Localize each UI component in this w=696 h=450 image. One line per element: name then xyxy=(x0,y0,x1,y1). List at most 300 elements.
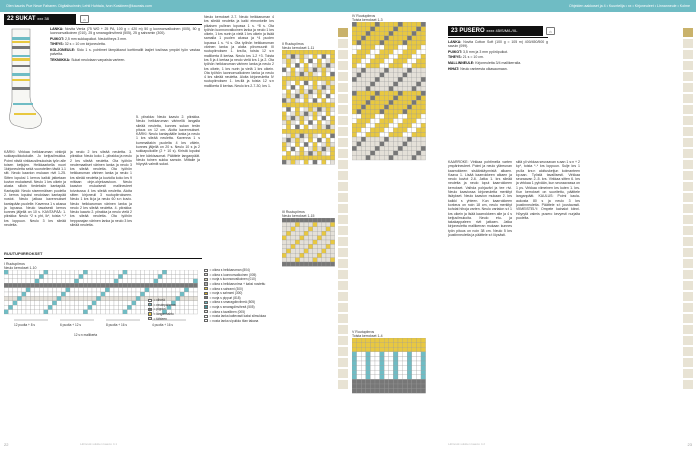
chart-cell xyxy=(127,283,131,287)
chart-cell xyxy=(403,31,408,36)
chart-cell xyxy=(52,301,56,305)
side-tab[interactable] xyxy=(683,325,693,334)
chart-cell xyxy=(361,375,366,380)
chart-cell xyxy=(407,63,412,68)
side-tab[interactable] xyxy=(338,193,348,202)
side-tab[interactable] xyxy=(338,83,348,92)
chart-cell xyxy=(282,59,286,63)
chart-cell xyxy=(140,310,144,314)
chart-cell xyxy=(370,36,375,41)
chart-cell xyxy=(70,288,74,292)
chart-cell xyxy=(361,73,366,78)
side-tab[interactable] xyxy=(683,193,693,202)
chart-cell xyxy=(35,301,39,305)
chart-cell xyxy=(300,81,304,85)
chart-cell xyxy=(366,137,371,142)
chart-cell xyxy=(361,366,366,371)
chart-cell xyxy=(136,301,140,305)
chart-cell xyxy=(421,114,426,119)
rspec-0 xyxy=(448,40,548,49)
chart-cell xyxy=(330,138,334,142)
camera-icon[interactable]: ⌂ xyxy=(80,15,89,23)
side-tab[interactable] xyxy=(683,259,693,268)
side-tab[interactable] xyxy=(683,28,693,37)
chart-cell xyxy=(291,85,295,89)
chart-cell xyxy=(416,77,421,82)
side-tab[interactable] xyxy=(683,347,693,356)
chart-cell xyxy=(416,384,421,389)
side-tab[interactable] xyxy=(683,215,693,224)
chart-cell xyxy=(193,279,197,283)
side-tab[interactable] xyxy=(338,204,348,213)
side-tab[interactable] xyxy=(683,226,693,235)
side-tab[interactable] xyxy=(683,160,693,169)
chart-cell xyxy=(407,338,412,343)
chart-cell xyxy=(330,147,334,151)
chart-cell xyxy=(189,288,193,292)
chart-cell xyxy=(407,114,412,119)
chart-cell xyxy=(123,274,127,278)
side-tab[interactable] xyxy=(338,336,348,345)
side-tab[interactable] xyxy=(338,105,348,114)
chart-cell xyxy=(291,81,295,85)
chart-cell xyxy=(291,240,295,244)
chart-cell xyxy=(416,100,421,105)
chart-cell xyxy=(403,86,408,91)
chart-cell xyxy=(330,59,334,63)
chart-cell xyxy=(361,155,366,160)
chart-cell xyxy=(304,249,308,253)
chart-cell xyxy=(83,270,87,274)
chart-cell xyxy=(162,292,166,296)
chart-cell xyxy=(393,361,398,366)
chart-cell xyxy=(57,301,61,305)
chart-cell xyxy=(393,370,398,375)
chart-3-title: III Ruutupiirros xyxy=(282,210,305,214)
chart-cell xyxy=(421,40,426,45)
chart-cell xyxy=(308,218,312,222)
chart-cell xyxy=(330,98,334,102)
side-tab[interactable] xyxy=(338,94,348,103)
chart-cell xyxy=(101,301,105,305)
side-tab[interactable] xyxy=(683,138,693,147)
side-tab[interactable] xyxy=(683,149,693,158)
chart-cell xyxy=(304,76,308,80)
chart-cell xyxy=(412,50,417,55)
chart-cell xyxy=(35,288,39,292)
chart-cell xyxy=(308,63,312,67)
spec-0 xyxy=(50,27,200,36)
chart-cell xyxy=(403,54,408,59)
side-tab[interactable] xyxy=(338,72,348,81)
chart-cell xyxy=(313,227,317,231)
side-tab[interactable] xyxy=(683,116,693,125)
chart-cell xyxy=(389,379,394,384)
side-tab[interactable] xyxy=(683,94,693,103)
chart-cell xyxy=(35,274,39,278)
chart-cell xyxy=(66,310,70,314)
chart-cell xyxy=(407,142,412,147)
chart-cell xyxy=(291,142,295,146)
rspec-3-value: Kirjoneuletta 3/4 mallikerralla. xyxy=(475,61,522,66)
chart-cell xyxy=(389,151,394,156)
chart-cell xyxy=(30,305,34,309)
chart-cell xyxy=(403,100,408,105)
side-tab[interactable] xyxy=(338,270,348,279)
chart-cell xyxy=(326,231,330,235)
chart-cell xyxy=(286,125,290,129)
chart-cell xyxy=(380,119,385,124)
chart-cell xyxy=(308,227,312,231)
chart-cell xyxy=(313,222,317,226)
chart-cell xyxy=(145,288,149,292)
side-tab[interactable] xyxy=(683,72,693,81)
chart-cell xyxy=(74,283,78,287)
chart-cell xyxy=(308,151,312,155)
chart-cell xyxy=(180,270,184,274)
chart-cell xyxy=(330,253,334,257)
chart-cell xyxy=(407,384,412,389)
chart-cell xyxy=(393,343,398,348)
chart-cell xyxy=(412,119,417,124)
chart-cell xyxy=(96,288,100,292)
chart-cell xyxy=(61,310,65,314)
side-tab[interactable] xyxy=(683,61,693,70)
chart-cell xyxy=(308,249,312,253)
chart-cell xyxy=(361,96,366,101)
chart-cell xyxy=(291,90,295,94)
chart-cell xyxy=(366,31,371,36)
chart-cell xyxy=(407,96,412,101)
side-tab[interactable] xyxy=(338,39,348,48)
sock-illustration xyxy=(4,27,46,132)
side-tab[interactable] xyxy=(338,61,348,70)
chart-cell xyxy=(380,63,385,68)
side-tab[interactable] xyxy=(683,303,693,312)
chart-cell xyxy=(403,361,408,366)
side-tab[interactable] xyxy=(338,303,348,312)
chart-cell xyxy=(308,107,312,111)
chart-cell xyxy=(389,366,394,371)
chart-cell xyxy=(189,274,193,278)
chart-cell xyxy=(313,262,317,266)
side-tab[interactable] xyxy=(338,347,348,356)
chart-cell xyxy=(282,147,286,151)
chart-cell xyxy=(361,338,366,343)
chart-cell xyxy=(403,73,408,78)
chart-cell xyxy=(375,105,380,110)
chart-cell xyxy=(393,151,398,156)
side-tab[interactable] xyxy=(683,369,693,378)
chart-cell xyxy=(39,279,43,283)
chart-cell xyxy=(176,270,180,274)
side-tab[interactable] xyxy=(338,237,348,246)
chart-cell xyxy=(326,59,330,63)
side-tab[interactable] xyxy=(338,182,348,191)
side-tab[interactable] xyxy=(338,292,348,301)
side-tab[interactable] xyxy=(338,369,348,378)
side-tab[interactable] xyxy=(338,314,348,323)
chart-cell xyxy=(384,50,389,55)
page-number-right: 23 xyxy=(687,442,692,447)
chart-cell xyxy=(295,94,299,98)
chart-cell xyxy=(375,59,380,64)
side-tab[interactable] xyxy=(338,358,348,367)
chart-cell xyxy=(403,137,408,142)
chart-cell xyxy=(366,22,371,27)
chart-cell xyxy=(88,292,92,296)
chart-cell xyxy=(375,137,380,142)
chart-cell xyxy=(13,301,17,305)
side-tab[interactable] xyxy=(338,149,348,158)
chart-cell xyxy=(61,279,65,283)
chart-cell xyxy=(300,63,304,67)
chart-cell xyxy=(421,82,426,87)
chart-cell xyxy=(421,63,426,68)
chart-cell xyxy=(407,366,412,371)
chart-cell xyxy=(136,279,140,283)
side-tab[interactable] xyxy=(338,281,348,290)
chart-cell xyxy=(189,279,193,283)
chart-cell xyxy=(96,310,100,314)
chart-cell xyxy=(13,270,17,274)
chart-cell xyxy=(380,31,385,36)
side-tab[interactable] xyxy=(338,226,348,235)
chart-cell xyxy=(326,116,330,120)
chart-cell xyxy=(384,77,389,82)
chart-cell xyxy=(136,292,140,296)
chart-cell xyxy=(123,270,127,274)
chart-cell xyxy=(393,356,398,361)
chart-cell xyxy=(384,142,389,147)
side-tab[interactable] xyxy=(683,171,693,180)
right-title-sub: xxxx 45/S/M/L/XL xyxy=(486,28,518,33)
chart-cell xyxy=(158,274,162,278)
side-tab[interactable] xyxy=(683,358,693,367)
chart-cell xyxy=(421,31,426,36)
chart-cell xyxy=(375,45,380,50)
chart-cell xyxy=(322,142,326,146)
chart-cell xyxy=(380,155,385,160)
side-tab[interactable] xyxy=(338,171,348,180)
chart-cell xyxy=(291,262,295,266)
chart-cell xyxy=(291,134,295,138)
chart-cell xyxy=(380,370,385,375)
chart-cell xyxy=(308,81,312,85)
chart-cell xyxy=(380,36,385,41)
side-tab[interactable] xyxy=(683,237,693,246)
side-tab[interactable] xyxy=(683,127,693,136)
chart-cell xyxy=(357,119,362,124)
chart-cell xyxy=(26,279,30,283)
side-tab[interactable] xyxy=(338,248,348,257)
side-tab[interactable] xyxy=(338,160,348,169)
chart-cell xyxy=(421,128,426,133)
side-tab[interactable] xyxy=(338,325,348,334)
chart-cell xyxy=(352,352,357,357)
chart-cell xyxy=(110,296,114,300)
chart-cell xyxy=(304,90,308,94)
chart-cell xyxy=(322,54,326,58)
chart-cell xyxy=(407,54,412,59)
side-tab[interactable] xyxy=(683,50,693,59)
chart-cell xyxy=(326,236,330,240)
side-tab[interactable] xyxy=(683,182,693,191)
chart-cell xyxy=(26,301,30,305)
chart-cell xyxy=(326,90,330,94)
chart-cell xyxy=(366,343,371,348)
chart-cell xyxy=(92,270,96,274)
chart-cell xyxy=(189,270,193,274)
chart-cell xyxy=(352,123,357,128)
chart-cell xyxy=(30,296,34,300)
side-tab[interactable] xyxy=(683,248,693,257)
chart-cell xyxy=(407,375,412,380)
legend-2-label: = nurja s smaragdinvihreä (505) xyxy=(209,305,255,310)
chart-cell xyxy=(304,134,308,138)
chart-cell xyxy=(17,301,21,305)
chart-cell xyxy=(326,156,330,160)
chart-cell xyxy=(291,59,295,63)
side-tab[interactable] xyxy=(683,336,693,345)
side-tab[interactable] xyxy=(338,116,348,125)
chart-cell xyxy=(101,279,105,283)
right-title-text: 23 PUSERO xyxy=(451,28,485,34)
chart-cell xyxy=(140,270,144,274)
side-tab[interactable] xyxy=(683,204,693,213)
side-tab[interactable] xyxy=(683,270,693,279)
chart-cell xyxy=(317,236,321,240)
side-tab[interactable] xyxy=(338,215,348,224)
side-tab[interactable] xyxy=(683,380,693,389)
legend-2-label: = oikea s heikkaruman (804) xyxy=(209,268,250,273)
chart-cell xyxy=(380,114,385,119)
chart-cell xyxy=(398,123,403,128)
side-tab[interactable] xyxy=(338,259,348,268)
chart-cell xyxy=(416,343,421,348)
chart-cell xyxy=(352,389,357,394)
chart-cell xyxy=(304,222,308,226)
chart-cell xyxy=(291,258,295,262)
chart-cell xyxy=(295,72,299,76)
chart-cell xyxy=(282,138,286,142)
side-tab[interactable] xyxy=(683,314,693,323)
chart-cell xyxy=(317,262,321,266)
chart-cell xyxy=(398,40,403,45)
chart-cell xyxy=(366,151,371,156)
chart-cell xyxy=(304,81,308,85)
chart-cell xyxy=(286,222,290,226)
legend-2-swatch xyxy=(204,269,208,272)
chart-cell xyxy=(416,73,421,78)
side-tab[interactable] xyxy=(338,127,348,136)
chart-cell xyxy=(384,338,389,343)
side-tab[interactable] xyxy=(683,292,693,301)
chart-cell xyxy=(370,31,375,36)
chart-cell xyxy=(149,274,153,278)
chart-cell xyxy=(326,50,330,54)
chart-cell xyxy=(393,338,398,343)
chart-cell xyxy=(330,107,334,111)
chart-cell xyxy=(416,59,421,64)
chart-cell xyxy=(52,305,56,309)
chart-cell xyxy=(114,296,118,300)
chart-cell xyxy=(282,134,286,138)
side-tab[interactable] xyxy=(683,83,693,92)
chart-cell xyxy=(330,262,334,266)
chart-cell xyxy=(326,103,330,107)
side-tab[interactable] xyxy=(338,138,348,147)
chart-cell xyxy=(22,274,26,278)
chart-cell xyxy=(361,151,366,156)
side-tab[interactable] xyxy=(683,281,693,290)
chart-cell xyxy=(375,389,380,394)
chart-cell xyxy=(361,86,366,91)
chart-cell xyxy=(380,366,385,371)
chart-cell xyxy=(421,100,426,105)
chart-cell xyxy=(295,120,299,124)
chart-cell xyxy=(389,27,394,32)
chart-cell xyxy=(48,274,52,278)
chart-cell xyxy=(330,151,334,155)
chart-cell xyxy=(282,54,286,58)
chart-cell xyxy=(361,63,366,68)
chart-cell xyxy=(384,22,389,27)
chart-cell xyxy=(403,68,408,73)
side-tab[interactable] xyxy=(338,50,348,59)
chart-3-subtitle: Neulo kerrokset 1-15 xyxy=(282,214,315,218)
chart-cell xyxy=(83,292,87,296)
chart-cell xyxy=(22,270,26,274)
chart-cell xyxy=(361,128,366,133)
chart-cell xyxy=(282,253,286,257)
chart-cell xyxy=(403,27,408,32)
chart-cell xyxy=(22,283,26,287)
chart-cell xyxy=(39,296,43,300)
chart-cell xyxy=(17,279,21,283)
chart-cell xyxy=(352,96,357,101)
side-tab[interactable] xyxy=(338,28,348,37)
chart-cell xyxy=(403,22,408,27)
chart-cell xyxy=(286,227,290,231)
chart-cell xyxy=(317,147,321,151)
side-tab[interactable] xyxy=(683,105,693,114)
chart-cell xyxy=(149,288,153,292)
chart-cell xyxy=(118,283,122,287)
chart-cell xyxy=(123,305,127,309)
chart-cell xyxy=(380,361,385,366)
chart-cell xyxy=(416,338,421,343)
chart-cell xyxy=(291,227,295,231)
chart-cell xyxy=(282,68,286,72)
chart-cell xyxy=(88,301,92,305)
chart-cell xyxy=(398,77,403,82)
camera-icon[interactable]: ⌂ xyxy=(546,27,555,35)
side-tab[interactable] xyxy=(338,380,348,389)
chart-cell xyxy=(13,310,17,314)
chart-cell xyxy=(304,59,308,63)
chart-cell xyxy=(308,103,312,107)
chart-cell xyxy=(326,76,330,80)
chart-cell xyxy=(308,253,312,257)
side-tab[interactable] xyxy=(683,39,693,48)
chart-cell xyxy=(70,301,74,305)
chart-cell xyxy=(366,142,371,147)
chart-cell xyxy=(370,366,375,371)
chart-cell xyxy=(149,270,153,274)
chart-cell xyxy=(389,347,394,352)
chart-cell xyxy=(322,63,326,67)
